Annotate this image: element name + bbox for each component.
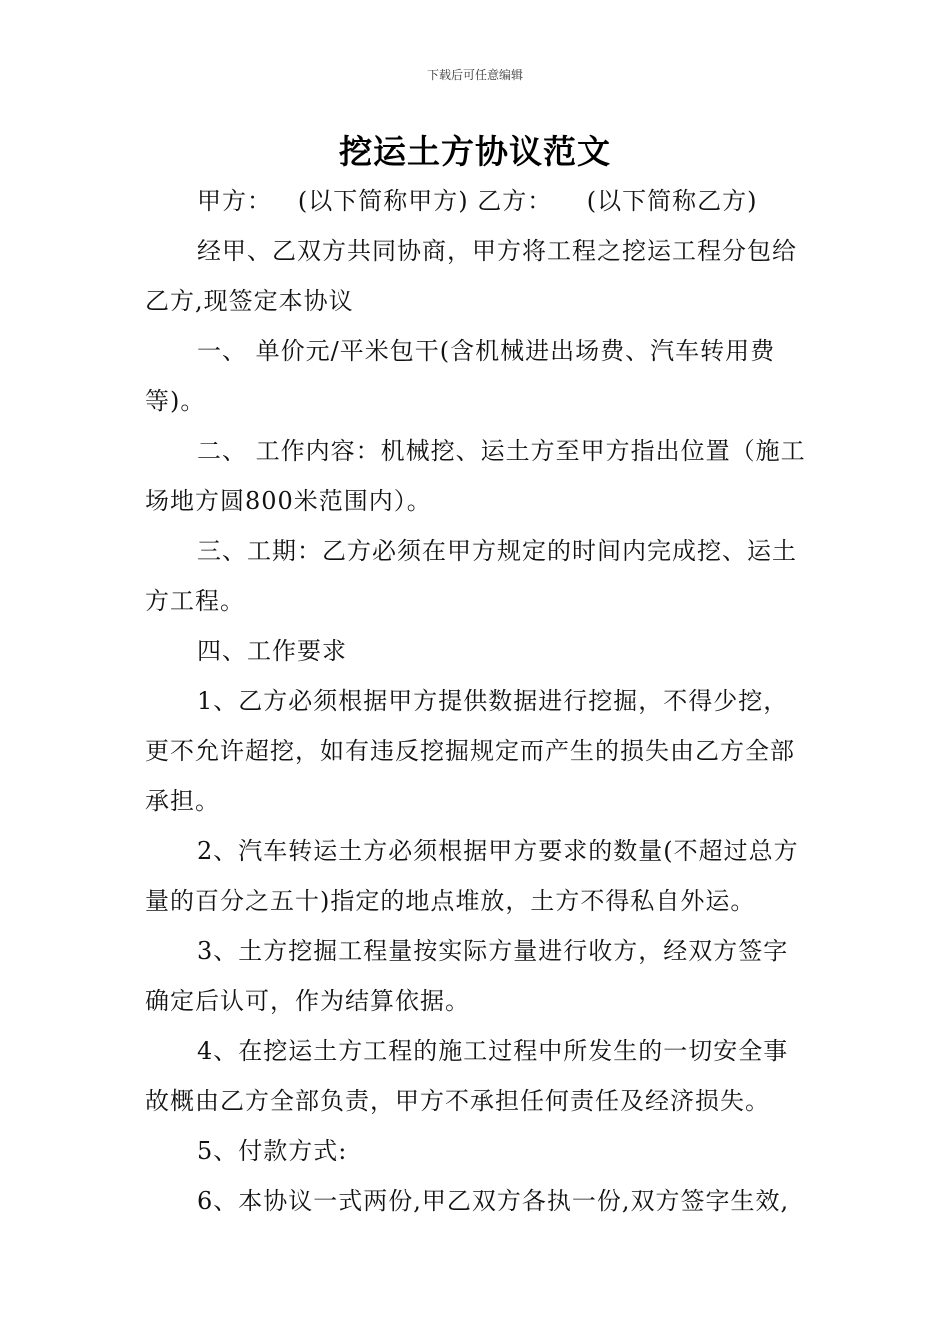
paragraph-copies: 6、本协议一式两份,甲乙双方各执一份,双方签字生效, (197, 1187, 790, 1215)
paragraph-requirement-2: 2、汽车转运土方必须根据甲方要求的数量(不超过总方量的百分之五十)指定的地点堆放，土方不得私自外运。 (145, 837, 799, 915)
paragraph-unit-price: 一、 单价元/平米包干(含机械进出场费、汽车转用费等)。 (145, 337, 776, 415)
paragraph-schedule: 三、工期：乙方必须在甲方规定的时间内完成挖、运土方工程。 (145, 537, 797, 615)
page-header-note: 下载后可任意编辑 (426, 68, 523, 82)
paragraph-payment: 5、付款方式: (197, 1137, 348, 1165)
parties-line: 甲方： (以下简称甲方) 乙方： (以下简称乙方) (197, 187, 758, 215)
paragraph-requirement-1: 1、乙方必须根据甲方提供数据进行挖掘，不得少挖，更不允许超挖，如有违反挖掘规定而产生的损失由乙方全部承担。 (145, 687, 795, 815)
paragraph-requirement-4: 4、在挖运土方工程的施工过程中所发生的一切安全事故概由乙方全部负责，甲方不承担任何责任及经济损失。 (145, 1037, 789, 1115)
document-body (145, 176, 811, 1226)
document-title: 挖运土方协议范文 (339, 132, 611, 171)
paragraph-intro: 经甲、乙双方共同协商，甲方将工程之挖运工程分包给乙方,现签定本协议 (145, 237, 797, 315)
paragraph-requirement-3: 3、土方挖掘工程量按实际方量进行收方，经双方签字确定后认可，作为结算依据。 (145, 937, 789, 1015)
paragraph-work-content: 二、 工作内容：机械挖、运土方至甲方指出位置（施工场地方圆800米范围内）。 (145, 437, 806, 515)
paragraph-requirements-heading: 四、工作要求 (197, 637, 347, 665)
